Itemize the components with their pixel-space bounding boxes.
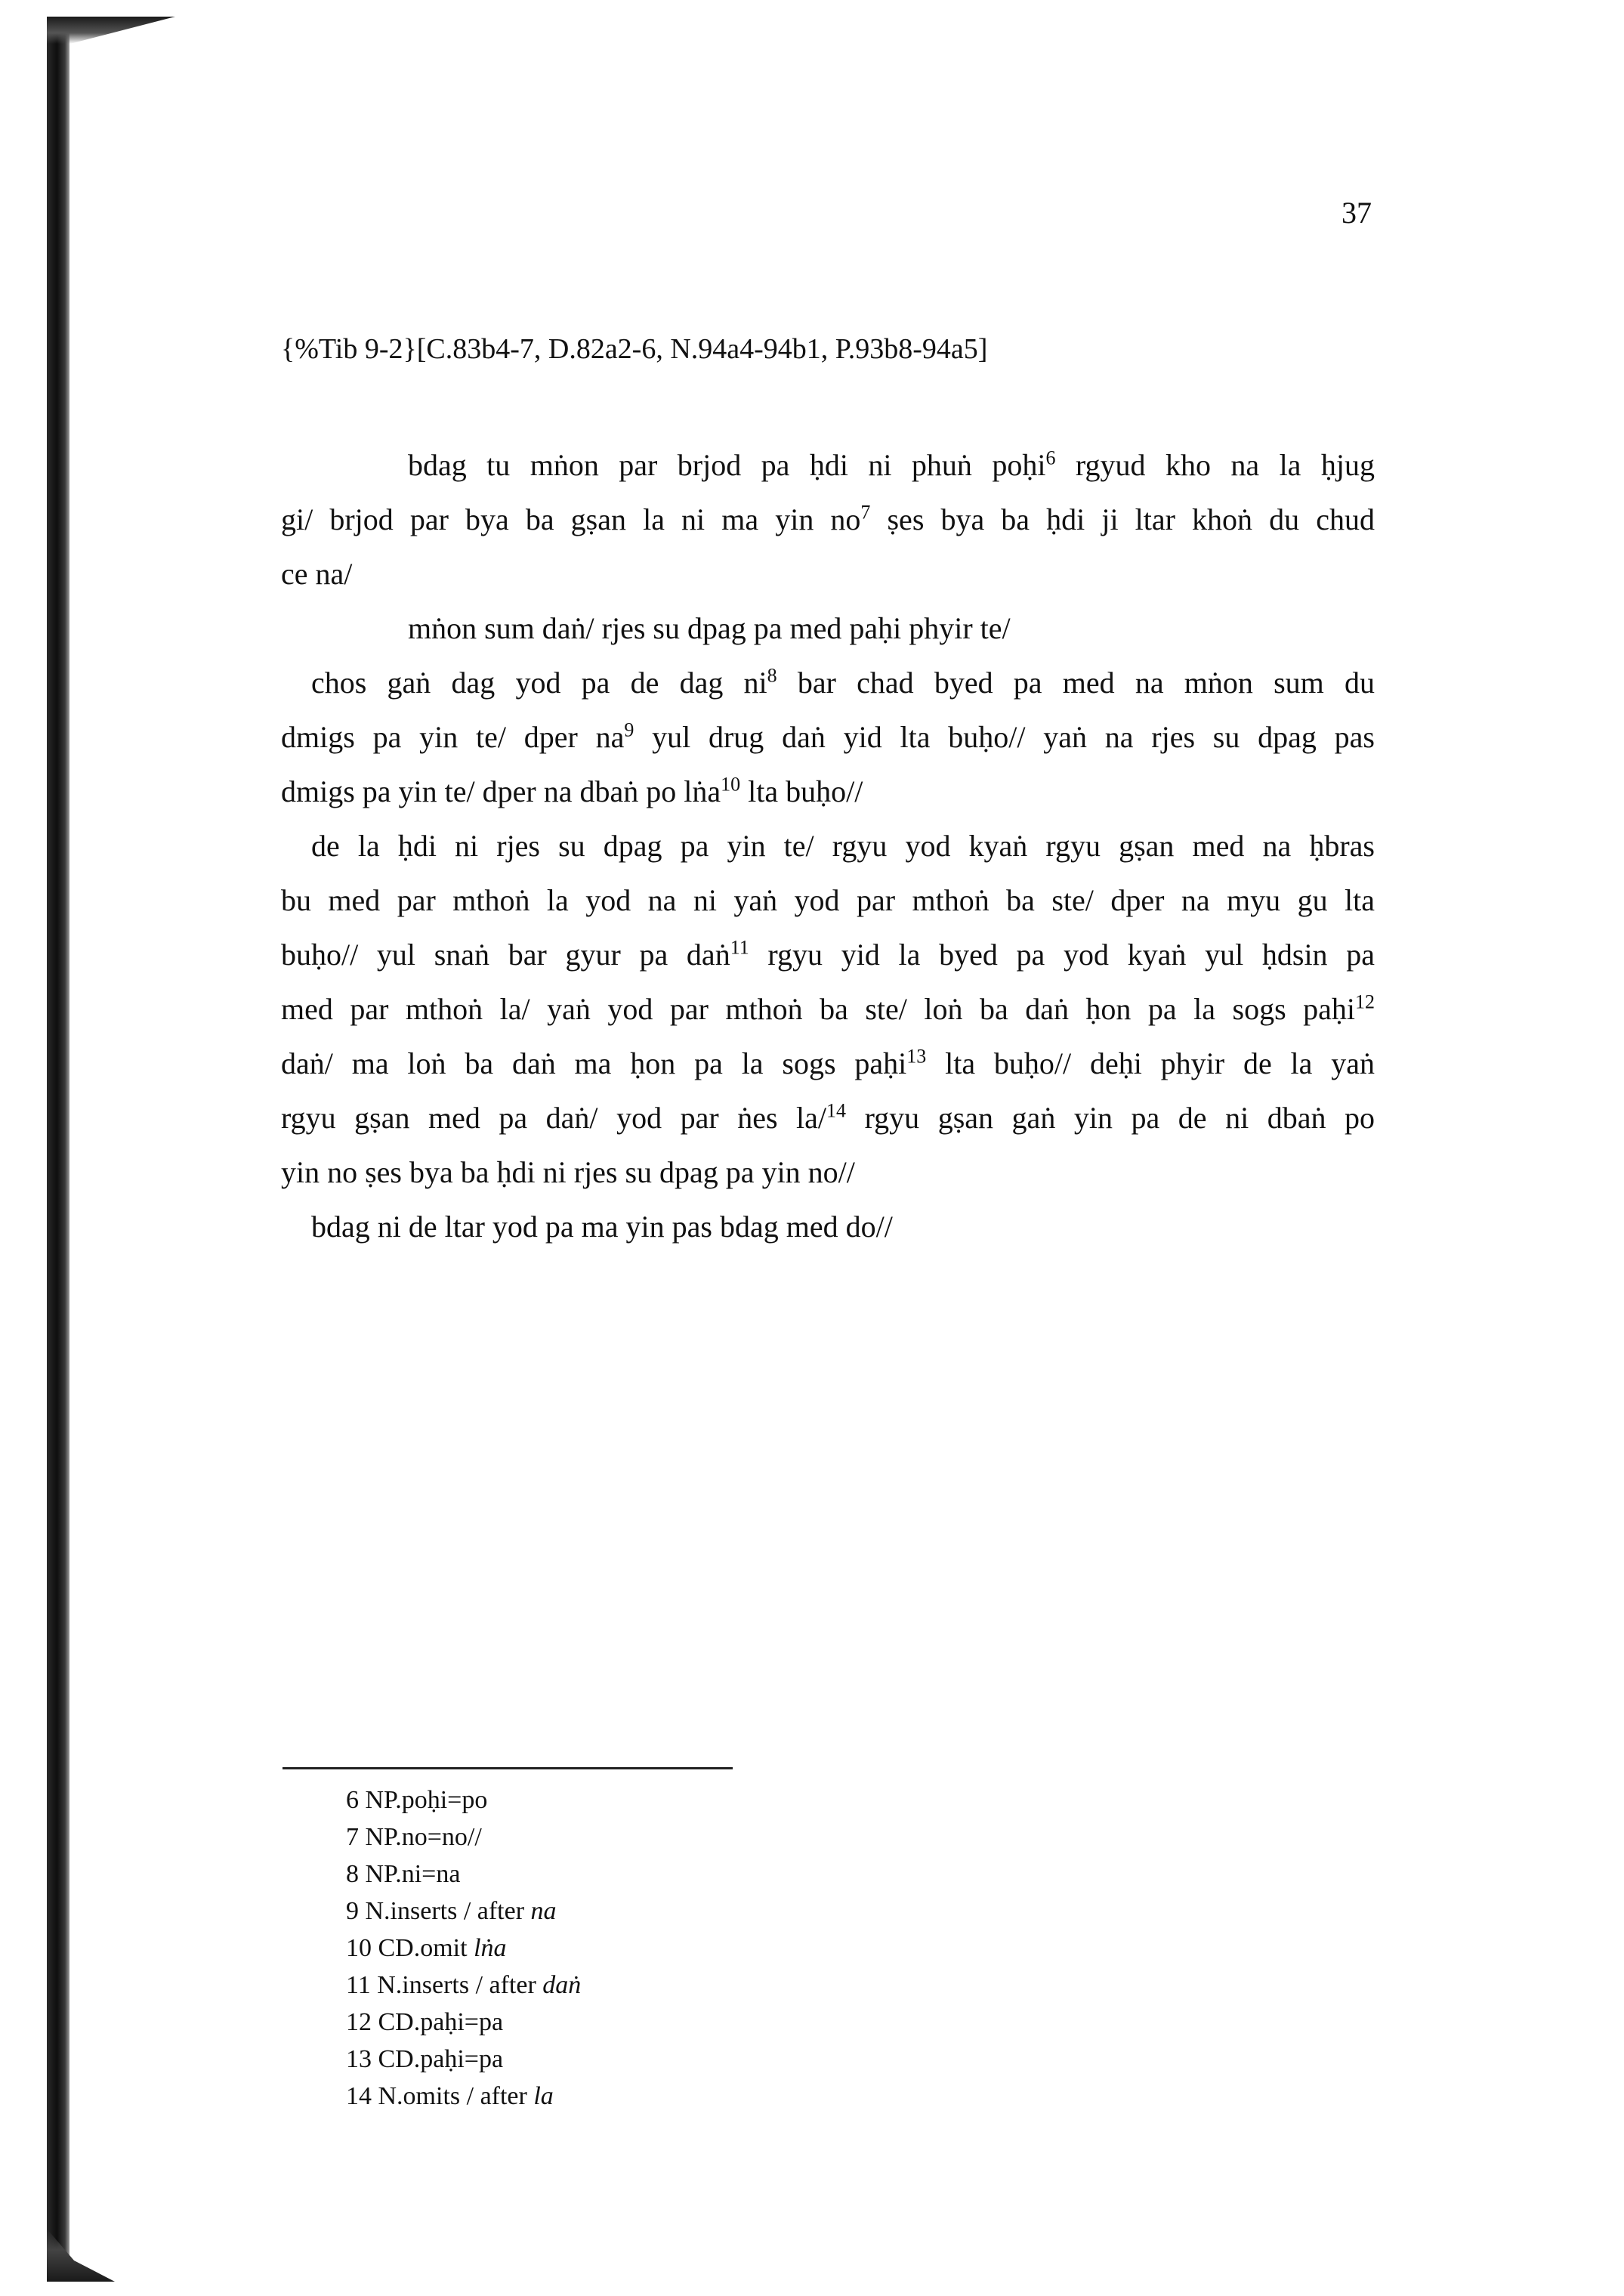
body-text-segment: yin no ṣes bya ba ḥdi ni rjes su dpag pa yin no// — [281, 1155, 855, 1189]
body-line — [281, 1046, 1375, 1081]
footnote-marker: 10 — [721, 773, 741, 796]
footnote-item — [346, 2082, 554, 2111]
footnote-item — [346, 1934, 507, 1963]
body-line — [311, 828, 1375, 864]
footnote-text: NP.ni=na — [365, 1860, 461, 1888]
body-text-segment: med par mthoṅ la/ yaṅ yod par mthoṅ ba ste/ loṅ ba daṅ ḥon pa la sogs paḥi — [281, 992, 1355, 1026]
body-text-segment: de la ḥdi ni rjes su dpag pa yin te/ rgyu yod kyaṅ rgyu gṣan med na ḥbras — [311, 829, 1375, 863]
footnote-item — [346, 1786, 487, 1815]
footnote-marker: 8 — [767, 664, 777, 687]
footnote-marker: 13 — [906, 1045, 927, 1068]
page-number: 37 — [1341, 196, 1372, 230]
footnote-italic-term: na — [530, 1897, 557, 1925]
footnote-item — [346, 1860, 460, 1889]
source-reference: {%Tib 9-2}[C.83b4-7, D.82a2-6, N.94a4-94b1, P.93b8-94a5] — [281, 333, 988, 365]
body-line — [311, 1209, 893, 1244]
body-text-segment: bu med par mthoṅ la yod na ni yaṅ yod par mthoṅ ba ste/ dper na myu gu lta — [281, 883, 1375, 917]
footnote-number: 14 — [346, 2082, 372, 2110]
body-text-segment: rgyu gṣan gaṅ yin pa de ni dbaṅ po — [846, 1101, 1375, 1135]
footnote-number: 12 — [346, 2008, 372, 2036]
body-line — [281, 556, 352, 592]
body-text-segment: rgyu yid la byed pa yod kyaṅ yul ḥdsin pa — [749, 938, 1375, 972]
body-line — [281, 502, 1375, 537]
footnote-text: CD.paḥi=pa — [378, 2045, 504, 2073]
footnote-number: 13 — [346, 2045, 372, 2073]
body-text-segment: daṅ/ ma loṅ ba daṅ ma ḥon pa la sogs paḥi — [281, 1046, 907, 1080]
body-line — [281, 719, 1375, 755]
footnote-item — [346, 1897, 557, 1926]
footnote-italic-term: daṅ — [542, 1971, 582, 1999]
body-text-segment: bar chad byed pa med na mṅon sum du — [776, 666, 1375, 700]
footnote-marker: 7 — [860, 501, 871, 524]
body-text-segment: buḥo// yul snaṅ bar gyur pa daṅ — [281, 938, 730, 972]
footnote-marker: 9 — [624, 718, 634, 741]
book-spine-shadow — [47, 17, 69, 2276]
footnote-number: 7 — [346, 1823, 359, 1851]
footnote-item — [346, 1971, 581, 2000]
footnote-number: 11 — [346, 1971, 371, 1999]
body-text-segment: bdag ni de ltar yod pa ma yin pas bdag med do// — [311, 1210, 893, 1244]
footnote-marker: 12 — [1355, 990, 1375, 1013]
body-line — [408, 447, 1375, 483]
body-line — [281, 882, 1375, 918]
footnote-separator — [283, 1767, 733, 1769]
body-text-segment: ṣes bya ba ḥdi ji ltar khoṅ du chud — [870, 502, 1375, 536]
footnote-text: N.inserts / after — [365, 1897, 531, 1925]
book-spine-top-curl — [47, 17, 175, 44]
body-text-segment: chos gaṅ dag yod pa de dag ni — [311, 666, 767, 700]
body-line — [408, 610, 1011, 646]
footnote-text: CD.omit — [378, 1934, 474, 1962]
footnote-italic-term: lṅa — [474, 1934, 507, 1962]
body-text-segment: rgyud kho na la ḥjug — [1055, 448, 1375, 482]
footnote-marker: 6 — [1045, 447, 1056, 469]
footnote-item — [346, 2045, 503, 2074]
footnote-number: 10 — [346, 1934, 372, 1962]
body-text-segment: dmigs pa yin te/ dper na dbaṅ po lṅa — [281, 774, 721, 808]
body-line — [281, 937, 1375, 972]
footnote-text: N.omits / after — [378, 2082, 534, 2110]
footnote-number: 6 — [346, 1786, 359, 1814]
body-text-segment: bdag tu mṅon par brjod pa ḥdi ni phuṅ poḥi — [408, 448, 1046, 482]
body-line — [281, 1154, 855, 1190]
footnote-text: N.inserts / after — [377, 1971, 543, 1999]
body-text-segment: lta buḥo// — [740, 774, 863, 808]
body-line — [281, 991, 1375, 1027]
footnote-text: NP.no=no// — [365, 1823, 482, 1851]
body-line — [281, 1100, 1375, 1136]
footnote-number: 9 — [346, 1897, 359, 1925]
body-text-segment: mṅon sum daṅ/ rjes su dpag pa med paḥi phyir te/ — [408, 611, 1011, 645]
body-line — [281, 774, 863, 809]
body-text-segment: gi/ brjod par bya ba gṣan la ni ma yin no — [281, 502, 861, 536]
footnote-marker: 14 — [826, 1099, 847, 1122]
footnote-item — [346, 2008, 503, 2037]
footnote-text: CD.paḥi=pa — [378, 2008, 504, 2036]
footnote-number: 8 — [346, 1860, 359, 1888]
body-text-segment: ce na/ — [281, 557, 353, 591]
footnote-text: NP.poḥi=po — [365, 1786, 488, 1814]
body-text-segment: rgyu gṣan med pa daṅ/ yod par ṅes la/ — [281, 1101, 827, 1135]
footnote-marker: 11 — [730, 936, 749, 959]
body-text-segment: lta buḥo// deḥi phyir de la yaṅ — [926, 1046, 1375, 1080]
footnote-item — [346, 1823, 482, 1852]
body-text-segment: dmigs pa yin te/ dper na — [281, 720, 625, 754]
body-line — [311, 665, 1375, 700]
footnote-italic-term: la — [533, 2082, 554, 2110]
body-text-segment: yul drug daṅ yid lta buḥo// yaṅ na rjes su dpag pas — [634, 720, 1375, 754]
